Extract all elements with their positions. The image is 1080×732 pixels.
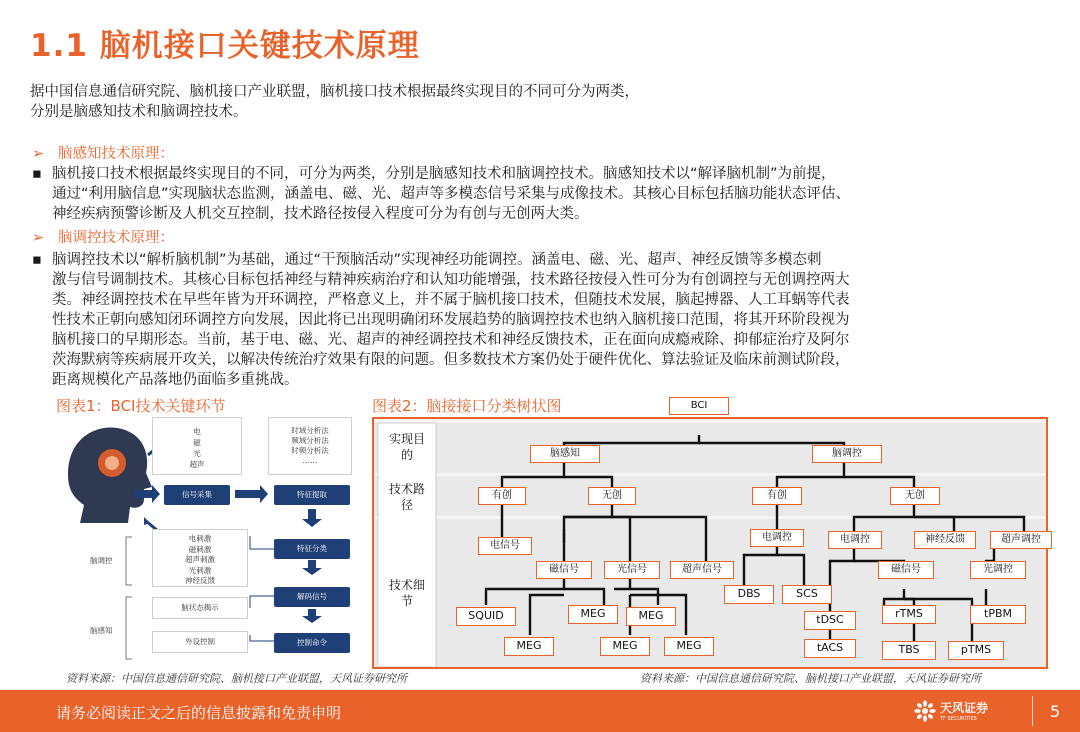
section-heading-text: 脑感知技术原理： — [58, 146, 174, 162]
intro-line: 据中国信息通信研究院、脑机接口产业联盟，脑机接口技术根据最终实现目的不同可分为两类， — [30, 84, 639, 100]
row-label-detail: 技术细节 — [388, 578, 425, 608]
brand-name-en: TF SECURITIES — [940, 716, 977, 722]
leaf-scs: SCS — [782, 585, 832, 604]
node-elec-reg-inv: 电调控 — [750, 529, 804, 547]
body-line: 激与信号调制技术。其核心目标包括神经与精神疾病治疗和认知功能增强，技术路径按侵入性可分为有创调控与无创调控两大 — [52, 272, 850, 288]
stim-label: 磁刺激 — [188, 544, 212, 554]
step-decode: 解码信号 — [274, 587, 350, 607]
label-regulate: 脑调控 — [90, 556, 113, 565]
footer-divider — [1032, 696, 1033, 726]
node-us-reg: 超声调控 — [990, 531, 1052, 549]
leaf-rtms: rTMS — [882, 605, 936, 624]
page-title: 1.1 脑机接口关键技术原理 — [30, 28, 420, 64]
tf-logo-icon — [914, 700, 936, 722]
body-line: 脑机接口的早期形态。当前，基于电、磁、光、超声的神经调控技术和神经反馈技术，正在面向成瘾戒除、抑郁症治疗及阿尔 — [52, 332, 850, 348]
square-bullet-icon: ▪ — [32, 166, 42, 182]
figure1-bci-steps — [60, 415, 360, 665]
node-neurofeedback: 神经反馈 — [914, 531, 976, 549]
label-perceive: 脑感知 — [90, 626, 113, 635]
analysis-methods-box — [268, 417, 352, 475]
leaf-meg: MEG — [626, 607, 676, 626]
signal-label: 超声 — [189, 460, 205, 469]
leaf-meg: MEG — [568, 605, 618, 624]
stimulation-box — [152, 529, 248, 587]
figure2-title: 图表2：脑接接口分类树状图 — [372, 397, 562, 415]
disclaimer-text: 请务必阅读正文之后的信息披露和免责申明 — [56, 704, 342, 722]
stim-label: 电刺激 — [188, 534, 212, 543]
leaf-meg: MEG — [600, 637, 650, 656]
brand-name: 天风证券 — [940, 701, 989, 715]
stim-label: 超声刺激 — [185, 555, 215, 564]
node-perceive-noninvasive: 无创 — [588, 487, 636, 505]
leaf-tacs: tACS — [804, 639, 856, 658]
analysis-label: 时频分析法 — [291, 446, 329, 455]
leaf-meg: MEG — [504, 637, 554, 656]
analysis-label: 时域分析法 — [291, 426, 329, 435]
node-mag-signal: 磁信号 — [536, 561, 592, 579]
leaf-dbs: DBS — [724, 585, 774, 604]
node-opt-reg: 光调控 — [970, 561, 1026, 579]
body-line: 脑调控技术以“解析脑机制”为基础，通过“干预脑活动”实现神经功能调控。涵盖电、磁、光、超声、神经反馈等多模态刺 — [52, 252, 822, 268]
node-regulate-invasive: 有创 — [752, 487, 802, 505]
analysis-label: 频域分析法 — [291, 436, 329, 445]
node-perceive: 脑感知 — [530, 445, 600, 463]
footer-bar — [0, 690, 1080, 732]
signal-label: 磁 — [193, 438, 201, 447]
step-extract: 特征提取 — [274, 485, 350, 505]
step-command: 控制命令 — [274, 633, 350, 653]
signal-types-box — [152, 417, 242, 475]
leaf-tdsc: tDSC — [804, 611, 856, 630]
row-label-purpose: 实现目的 — [388, 432, 425, 462]
brand-logo — [914, 696, 1024, 726]
body-line: 距离规模化产品落地仍面临多重挑战。 — [52, 372, 299, 388]
intro-line: 分别是脑感知技术和脑调控技术。 — [30, 104, 248, 120]
signal-label: 光 — [193, 449, 201, 458]
section-body-perceive — [32, 164, 1042, 224]
head-silhouette-icon — [68, 428, 152, 523]
intro-paragraph — [30, 82, 1050, 122]
leaf-tpbm: tPBM — [970, 605, 1026, 624]
node-elec-signal: 电信号 — [478, 537, 532, 555]
leaf-squid: SQUID — [456, 607, 516, 626]
leaf-ptms: pTMS — [948, 641, 1004, 660]
node-regulate-noninvasive: 无创 — [890, 487, 940, 505]
stim-label: 光刺激 — [188, 565, 212, 575]
source-right: 资料来源：中国信息通信研究院、脑机接口产业联盟，天风证券研究所 — [640, 672, 981, 685]
node-elec-reg-noninv: 电调控 — [828, 531, 882, 549]
row-label-path: 技术路径 — [388, 482, 425, 512]
body-line: 通过“利用脑信息”实现脑状态监测，涵盖电、磁、光、超声等多模态信号采集与成像技术。其核心目标包括脑功能状态评估、 — [52, 186, 851, 202]
square-bullet-icon: ▪ — [32, 252, 42, 268]
analysis-label: …… — [302, 456, 318, 465]
body-line: 性技术正朝向感知闭环调控方向发展，因此将已出现明确闭环发展趋势的脑调控技术也纳入脑机接口范围，将其开环阶段视为 — [52, 312, 850, 328]
step-acquire: 信号采集 — [164, 485, 230, 505]
page-number: 5 — [1050, 702, 1061, 721]
arrow-bullet-icon: ➢ — [32, 146, 45, 162]
section-body-regulate — [32, 250, 1042, 390]
body-line: 脑机接口技术根据最终实现目的不同，可分为两类，分别是脑感知技术和脑调控技术。脑感知技术以“解译脑机制”为前提， — [52, 166, 836, 182]
node-opt-signal: 光信号 — [604, 561, 660, 579]
section-heading-text: 脑调控技术原理： — [58, 230, 174, 246]
step-classify: 特征分类 — [274, 539, 350, 559]
section-heading-regulate — [32, 228, 174, 248]
leaf-meg: MEG — [664, 637, 714, 656]
body-line: 茨海默病等疾病展开攻关，以解决传统治疗效果有限的问题。但多数技术方案仍处于硬件优化、算法验证及临床前测试阶段， — [52, 352, 850, 368]
figure1-title: 图表1：BCI技术关键环节 — [56, 397, 226, 415]
section-heading-perceive — [32, 144, 174, 164]
source-left: 资料来源：中国信息通信研究院、脑机接口产业联盟，天风证券研究所 — [66, 672, 407, 685]
stim-label: 神经反馈 — [185, 576, 215, 585]
peripheral-control-box: 外设控制 — [152, 631, 248, 653]
node-regulate: 脑调控 — [812, 445, 882, 463]
body-line: 神经疾病预警诊断及人机交互控制，技术路径按侵入程度可分为有创与无创两大类。 — [52, 206, 589, 222]
node-perceive-invasive: 有创 — [478, 487, 526, 505]
node-bci: BCI — [669, 397, 729, 415]
leaf-tbs: TBS — [882, 641, 936, 660]
node-mag-reg: 磁信号 — [878, 561, 934, 579]
brain-state-box: 脑状态揭示 — [152, 597, 248, 619]
node-us-signal: 超声信号 — [670, 561, 734, 579]
body-line: 类。神经调控技术在早些年皆为开环调控，严格意义上，并不属于脑机接口技术，但随技术发展，脑起搏器、人工耳蜗等代表 — [52, 292, 850, 308]
arrow-bullet-icon: ➢ — [32, 230, 45, 246]
signal-label: 电 — [193, 427, 201, 436]
